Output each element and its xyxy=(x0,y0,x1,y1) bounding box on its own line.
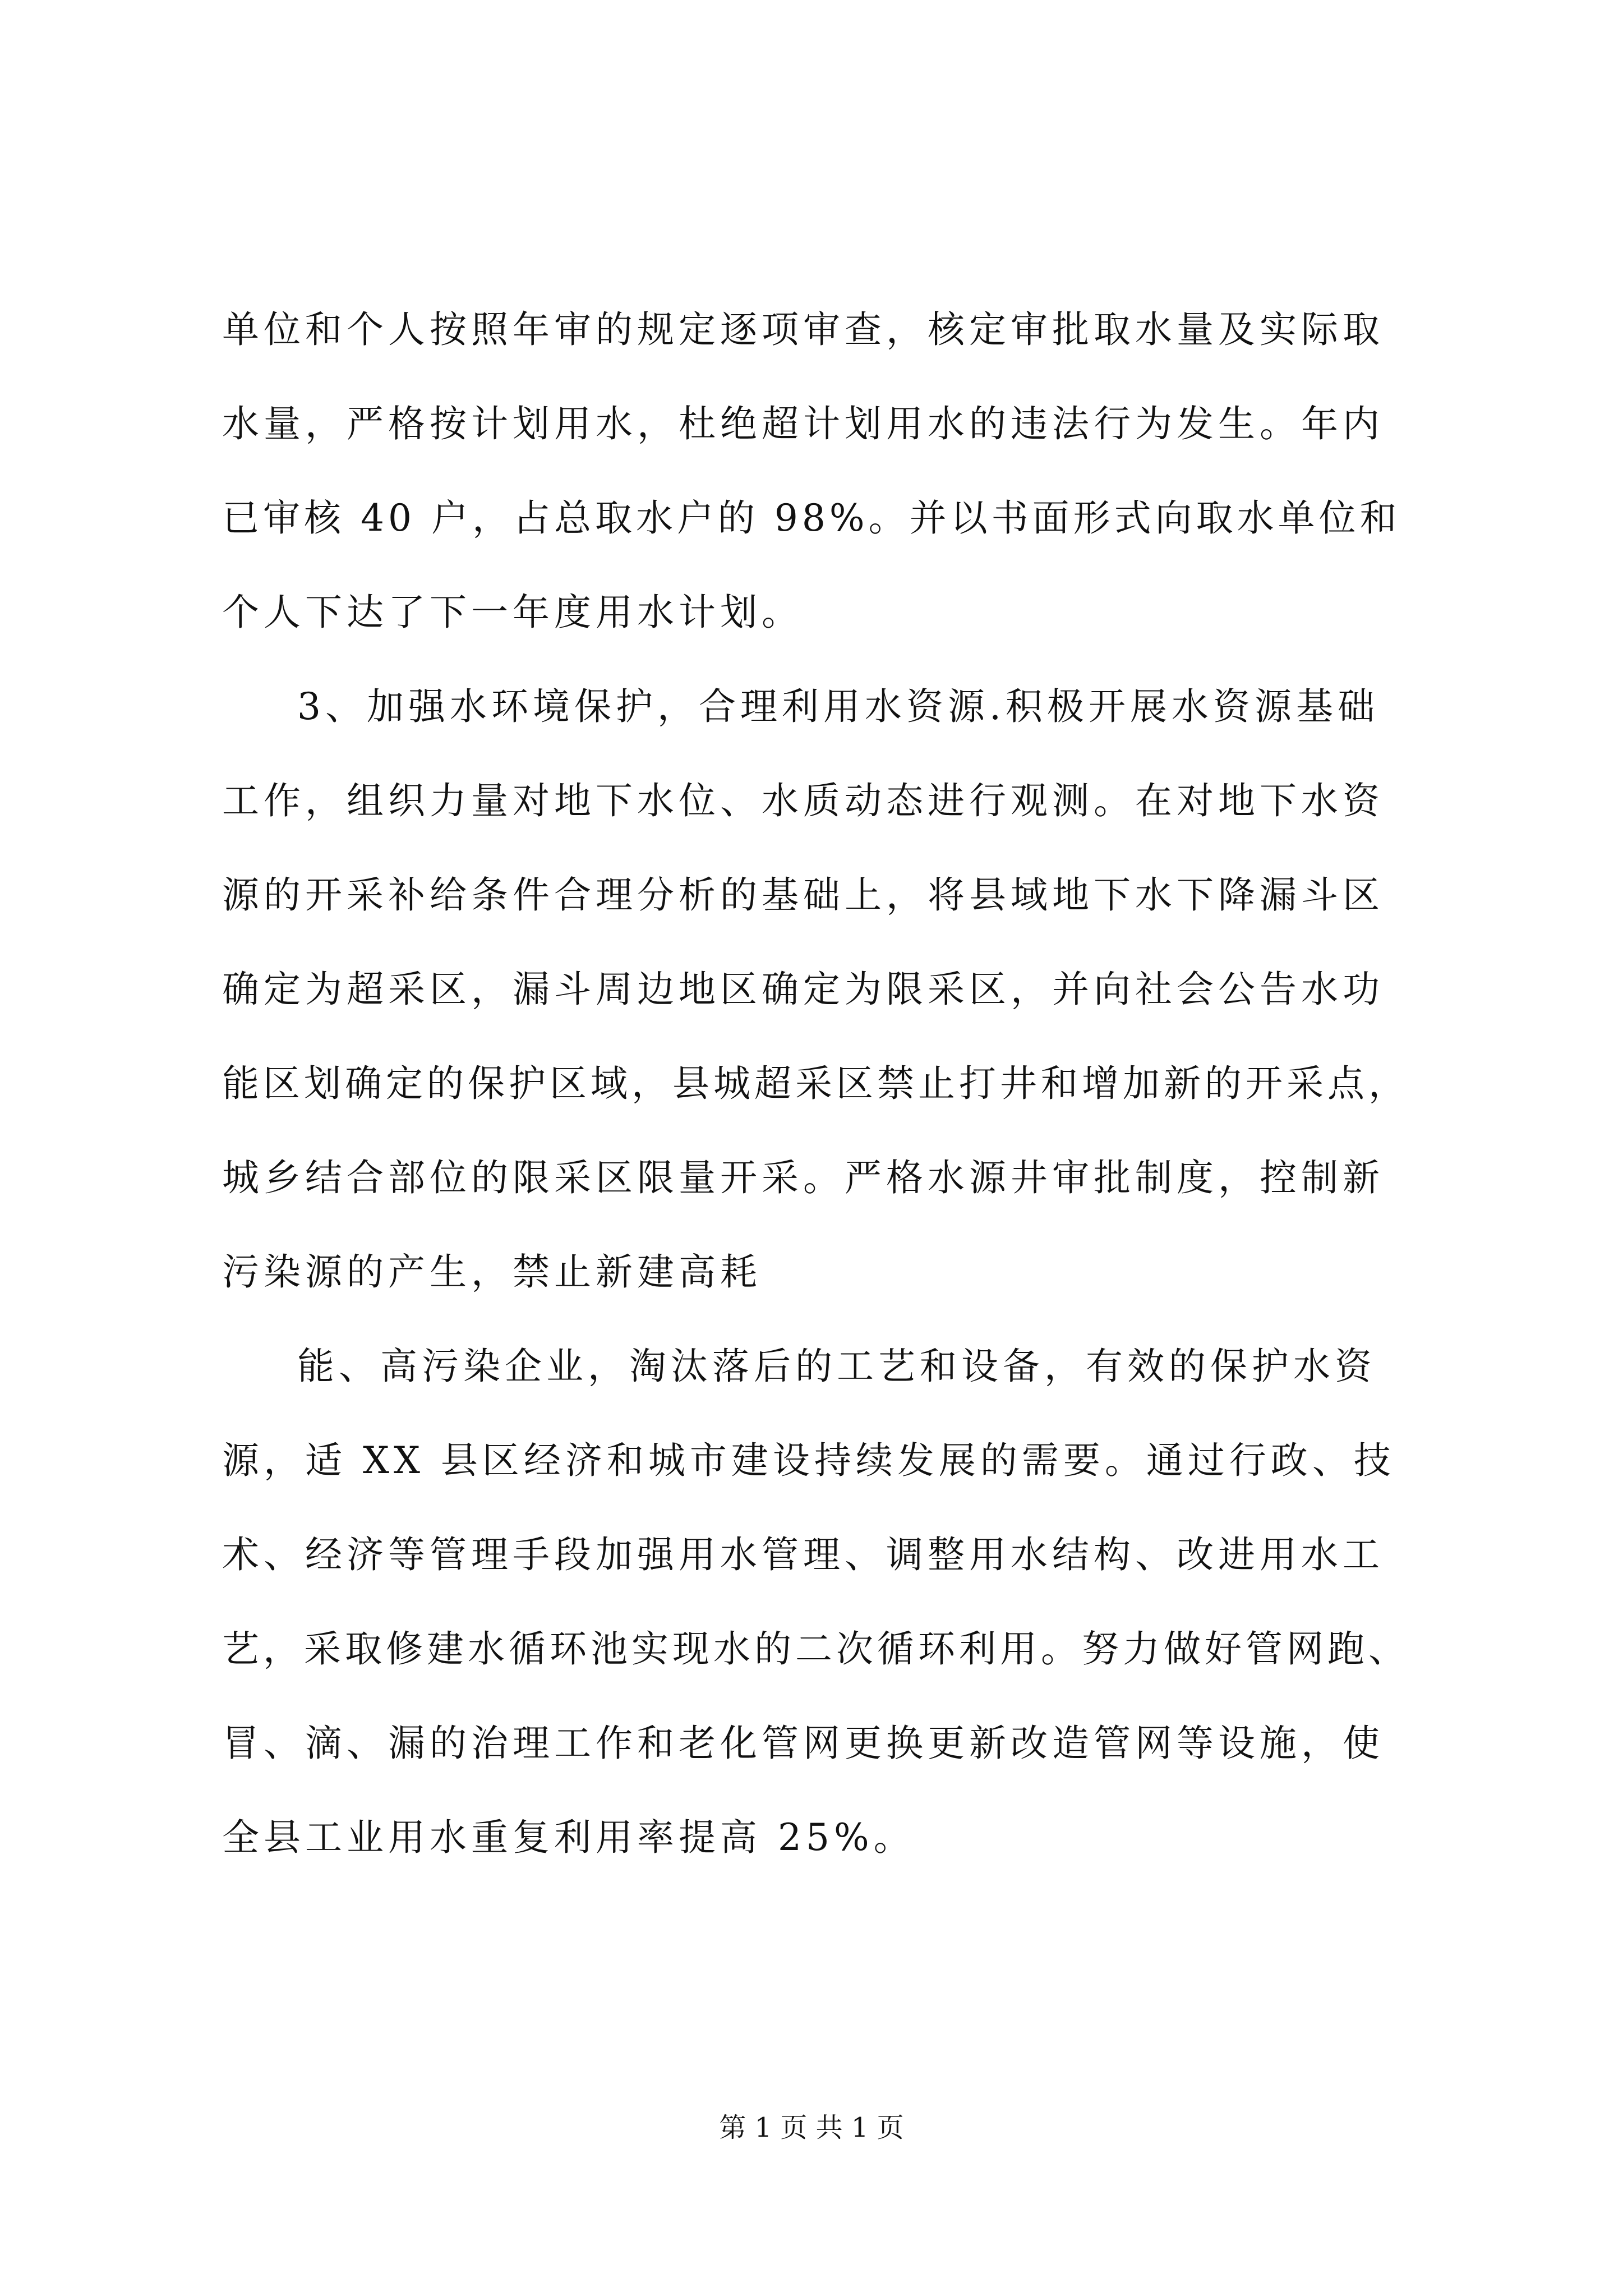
body-text-line: 确定为超采区，漏斗周边地区确定为限采区，并向社会公告水功 xyxy=(222,968,1384,1011)
body-text-line: 单位和个人按照年审的规定逐项审查，核定审批取水量及实际取 xyxy=(222,308,1384,351)
body-text-line: 水量，严格按计划用水，杜绝超计划用水的违法行为发生。年内 xyxy=(222,402,1384,445)
body-text-line: 个人下达了下一年度用水计划。 xyxy=(222,591,803,634)
body-text-line: 艺，采取修建水循环池实现水的二次循环利用。努力做好管网跑、 xyxy=(222,1627,1409,1671)
body-text-line: 源的开采补给条件合理分析的基础上，将县域地下水下降漏斗区 xyxy=(222,873,1384,917)
body-text-line: 城乡结合部位的限采区限量开采。严格水源井审批制度，控制新 xyxy=(222,1156,1384,1199)
body-text-line: 工作，组织力量对地下水位、水质动态进行观测。在对地下水资 xyxy=(222,779,1384,822)
page-number-footer: 第 1 页 共 1 页 xyxy=(719,2112,904,2143)
body-text-line: 源，适 XX 县区经济和城市建设持续发展的需要。通过行政、技 xyxy=(222,1439,1395,1482)
body-text-line: 已审核 40 户，占总取水户的 98%。并以书面形式向取水单位和 xyxy=(222,496,1401,540)
body-text-line: 全县工业用水重复利用率提高 25%。 xyxy=(222,1816,915,1859)
body-text-line: 冒、滴、漏的治理工作和老化管网更换更新改造管网等设施，使 xyxy=(222,1722,1384,1765)
body-text-line: 3、加强水环境保护，合理利用水资源.积极开展水资源基础 xyxy=(297,685,1379,728)
body-text-line: 术、经济等管理手段加强用水管理、调整用水结构、改进用水工 xyxy=(222,1533,1384,1576)
body-text-line: 能区划确定的保护区域，县城超采区禁止打井和增加新的开采点， xyxy=(222,1062,1409,1105)
body-text-line: 能、高污染企业，淘汰落后的工艺和设备，有效的保护水资 xyxy=(297,1345,1376,1388)
body-text-line: 污染源的产生，禁止新建高耗 xyxy=(222,1250,762,1294)
